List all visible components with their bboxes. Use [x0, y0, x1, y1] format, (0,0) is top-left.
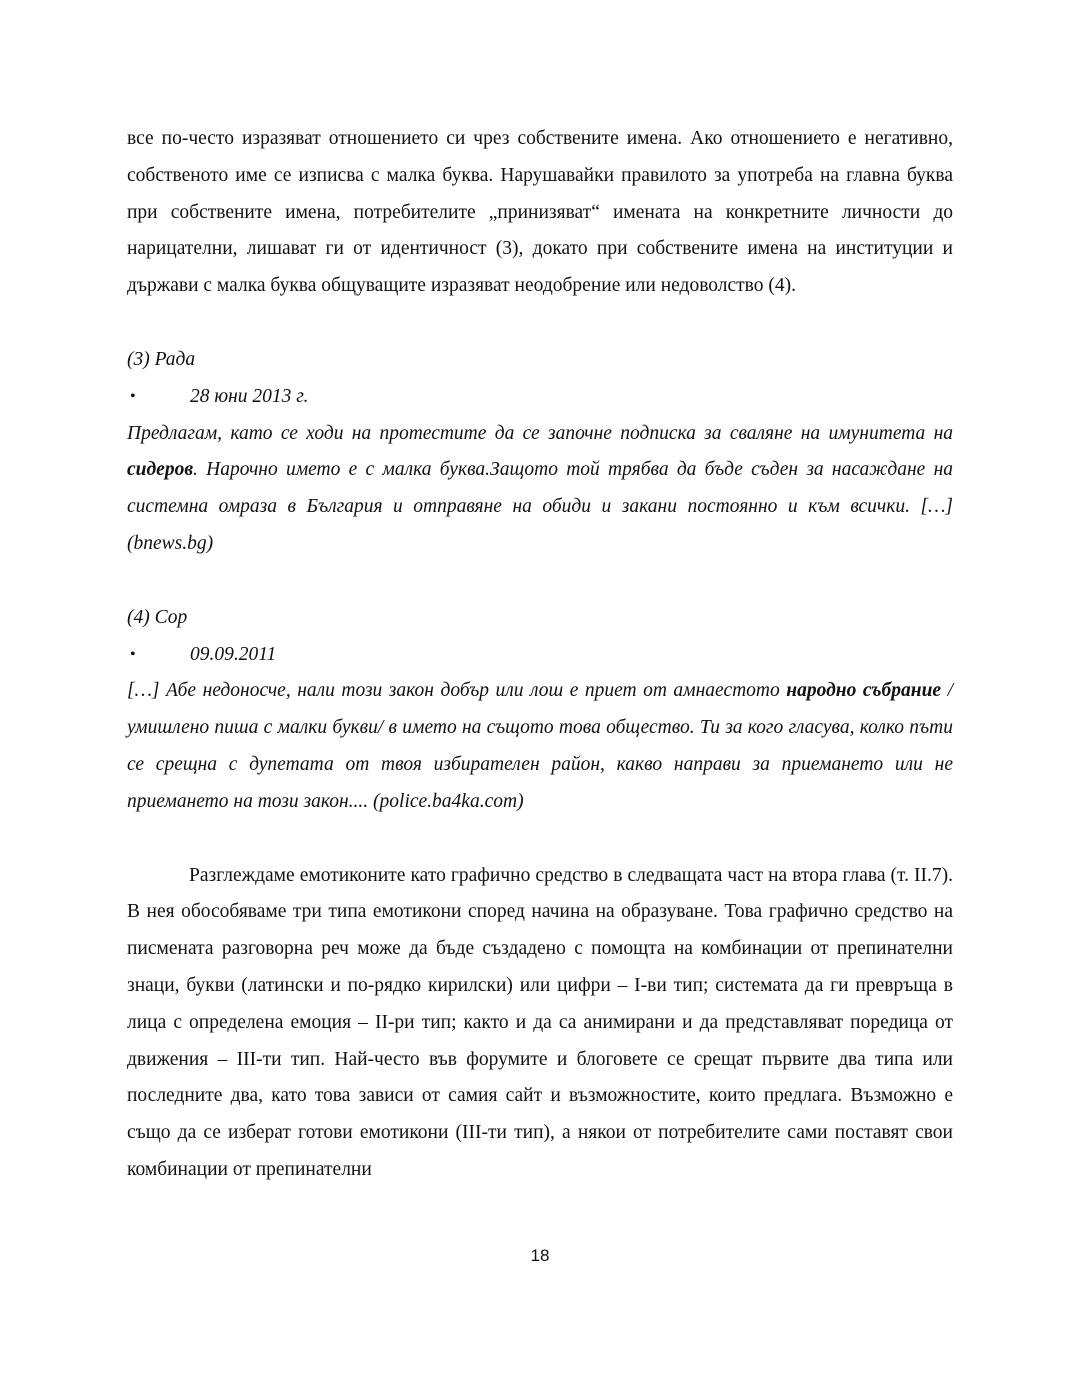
- example-3-date: 28 юни 2013 г.: [190, 385, 309, 407]
- example-4-bold: народно събрание: [786, 680, 942, 702]
- example-4-text-before: […] Абе недоносче, нали този закон добър или лош е приет от амнаестото: [127, 680, 787, 702]
- intro-paragraph: все по-често изразяват отношението си чрез собствените имена. Ако отношението е негативно, собственото име се изписва с малка буква. Нарушавайки правилото за употреба на главна буква при собствените имена, потребителите „принизяват“ имената на конкретните личности до нарицателни, лишават ги от идентичност (3), докато при собствените имена на институции и държави с малка буква общуващите изразяват неодобрение или недоволство (4).: [127, 128, 953, 297]
- page-content: [127, 121, 953, 1189]
- bullet-icon: •: [130, 387, 136, 405]
- spacer: [127, 563, 953, 600]
- example-4-label: (4) Сор: [127, 606, 188, 628]
- example-3: [127, 342, 953, 563]
- page-number: 18: [530, 1246, 550, 1265]
- example-3-text-before: Предлагам, като се ходи на протестите да се започне подписка за сваляне на имунитета на: [127, 422, 953, 444]
- bullet-icon: •: [130, 645, 136, 663]
- example-3-bold: сидеров: [127, 459, 194, 481]
- spacer: [127, 305, 953, 342]
- example-4: [127, 600, 953, 821]
- example-3-label: (3) Рада: [127, 348, 196, 370]
- spacer: [127, 821, 953, 858]
- body-paragraph: Разглеждаме емотиконите като графично средство в следващата част на втора глава (т. II.7). В нея обособяваме три типа емотикони според начина на образуване. Това графично средство на писмената разговорна реч може да бъде създадено с помощта на комбинации от препинателни знаци, букви (латински и по-рядко кирилски) или цифри – I-ви тип; системата да ги превръща в лица с определена емоция – II-ри тип; както и да са анимирани и да представляват поредица от движения – III-ти тип. Най-често във форумите и блоговете се срещат първите два типа или последните два, като това зависи от самия сайт и възможностите, които предлага. Възможно е също да се изберат готови емотикони (III-ти тип), а някои от потребителите сами поставят свои комбинации от препинателни: [127, 864, 953, 1180]
- example-3-text-after: . Нарочно името е с малка буква.Защото той трябва да бъде съден за насаждане на системна омраза в България и отправяне на обиди и закани постоянно и към всички. […] (bnews.bg): [127, 459, 953, 554]
- example-4-date: 09.09.2011: [190, 643, 277, 665]
- example-3-date-item: [127, 379, 953, 416]
- example-4-quote: [127, 673, 953, 820]
- example-3-quote: [127, 416, 953, 563]
- example-4-text-after: /умишлено пиша с малки букви/ в името на същото това общество. Ти за кого гласува, колко пъти се срещна с дупетата от твоя избирателен район, какво направи за приемането или не приемането на този закон.... (police.ba4ka.com): [127, 680, 953, 812]
- example-4-date-item: [127, 637, 953, 674]
